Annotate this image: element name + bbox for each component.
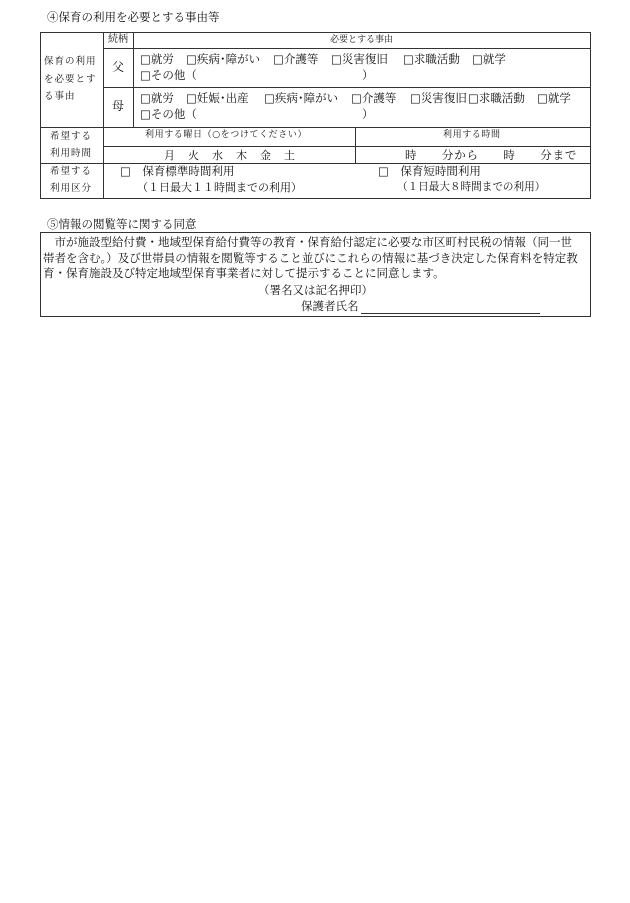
category-label-line: 利用区分: [50, 183, 93, 194]
table-border-line: [103, 48, 590, 49]
table-border-line: [40, 127, 590, 128]
short-time-option: □ 保育短時間利用: [378, 164, 481, 178]
father-other-close: ）: [362, 68, 374, 82]
mother-option: □災害復旧: [410, 91, 467, 105]
hours-range: 時 分から 時 分まで: [405, 148, 578, 162]
father-option: □就学: [472, 52, 506, 66]
section4-title: ④保育の利用を必要とする事由等: [47, 10, 220, 24]
father-option: □介護等: [273, 52, 319, 66]
father-option: □求職活動: [403, 52, 460, 66]
time-label-line: 利用時間: [50, 148, 93, 159]
mother-option: □就学: [537, 91, 571, 105]
consent-text-line: 市が施設型給付費・地域型保育給付費等の教育・保育給付認定に必要な市区町村民税の情報（同一世: [43, 235, 572, 249]
day-thursday: 木: [236, 149, 247, 162]
table-border-line: [103, 32, 104, 198]
table-border-line: [103, 87, 590, 88]
guardian-name-label: 保護者氏名: [301, 299, 359, 313]
mother-other-close: ）: [362, 107, 374, 121]
table-border-line: [103, 146, 590, 147]
standard-time-note: （１日最大１１時間までの利用）: [137, 181, 302, 194]
signature-note: （署名又は記名押印）: [258, 283, 373, 297]
table-border-line: [133, 32, 134, 127]
reason-label-line: を必要とす: [44, 74, 97, 85]
reason-label-line: る事由: [44, 91, 76, 102]
mother-other-option: □その他（: [140, 107, 197, 121]
hours-header: 利用する時間: [443, 130, 501, 140]
standard-time-option: □ 保育標準時間利用: [120, 164, 235, 178]
father-label: 父: [111, 60, 124, 74]
time-label-line: 希望する: [50, 131, 93, 142]
reason-header: 必要とする事由: [329, 35, 393, 45]
day-monday: 月: [164, 149, 175, 162]
day-friday: 金: [260, 149, 271, 162]
day-wednesday: 水: [212, 149, 223, 162]
day-tuesday: 火: [188, 149, 199, 162]
mother-option: □妊娠･出産: [186, 91, 249, 105]
reason-label-line: 保育の利用: [44, 56, 97, 67]
relation-header: 続柄: [108, 34, 128, 45]
mother-option: □就労: [140, 91, 174, 105]
table-border-line: [355, 127, 356, 163]
category-label-line: 希望する: [50, 166, 93, 177]
father-option: □就労: [140, 52, 174, 66]
signature-line: [361, 301, 540, 314]
mother-option: □求職活動: [468, 91, 525, 105]
mother-option: □疾病･障がい: [264, 91, 339, 105]
mother-label: 母: [111, 99, 124, 113]
days-header: 利用する曜日（○をつけてください）: [145, 130, 308, 140]
father-other-option: □その他（: [140, 68, 197, 82]
section5-title: ⑤情報の閲覧等に関する同意: [47, 217, 197, 231]
father-option: □災害復旧: [331, 52, 388, 66]
consent-text-line: 帯者を含む。）及び世帯員の情報を閲覧等すること並びにこれらの情報に基づき決定した保育料を特定教: [43, 251, 578, 265]
mother-option: □介護等: [351, 91, 397, 105]
day-saturday: 土: [284, 149, 295, 162]
father-option: □疾病･障がい: [186, 52, 261, 66]
short-time-note: （１日最大８時間までの利用）: [397, 181, 546, 193]
consent-text-line: 育・保育施設及び特定地域型保育事業者に対して提示することに同意します。: [43, 266, 445, 280]
